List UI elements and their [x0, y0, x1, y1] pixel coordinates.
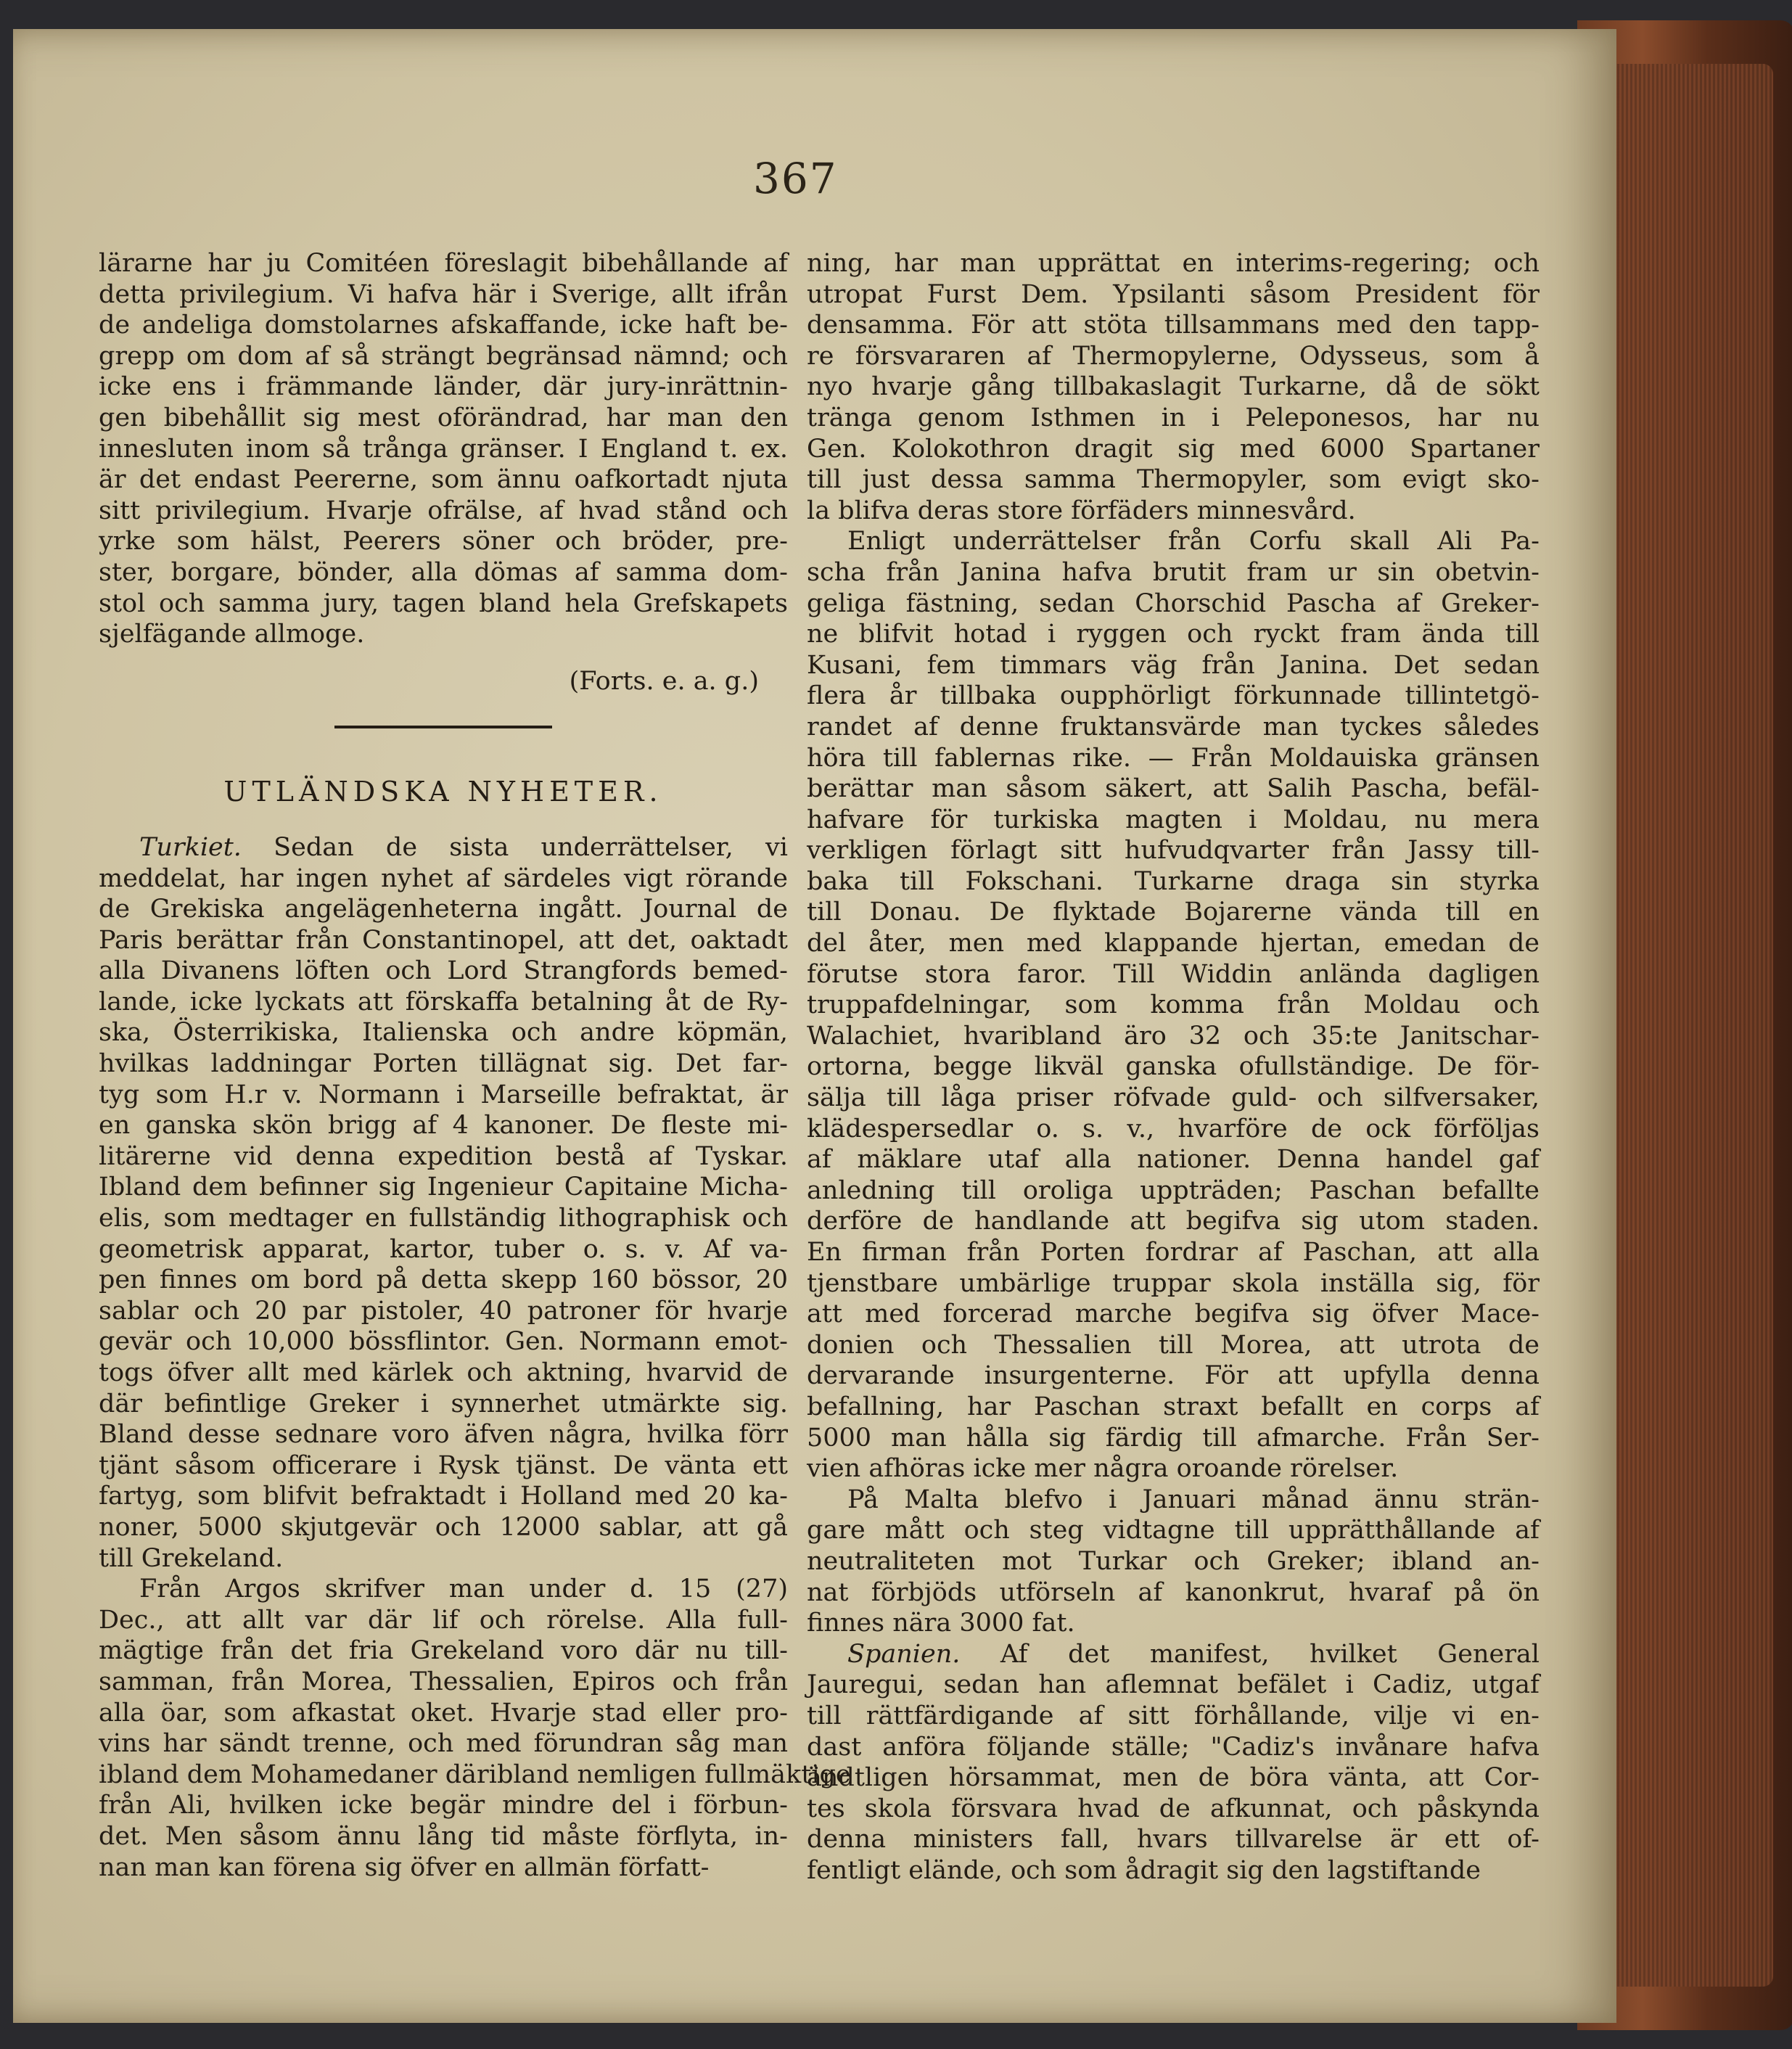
text-line: af mäklare utaf alla nationer. Denna handel gaf: [807, 1145, 1540, 1175]
text-line: sälja till låga priser röfvade guld- och silfversaker,: [807, 1083, 1540, 1113]
text-line: Paris berättar från Constantinopel, att det, oaktadt: [99, 925, 788, 955]
text-line: Ibland dem befinner sig Ingenieur Capitaine Micha-: [99, 1173, 788, 1202]
text-line: randet af denne fruktansvärde man tyckes således: [807, 712, 1540, 742]
right-paragraph-1: [807, 248, 1540, 526]
text-line: Jauregui, sedan han aflemnat befälet i Cadiz, utgaf: [807, 1670, 1540, 1700]
text-line: ortorna, begge likväl ganska ofullständige. De för-: [807, 1052, 1540, 1082]
text-line: de andeliga domstolarnes afskaffande, icke haft be-: [99, 311, 788, 340]
text-line: derföre de handlande att begifva sig utom staden.: [807, 1207, 1540, 1236]
text-line: la blifva deras store förfäders minnesvård.: [807, 496, 1356, 525]
text-line-body: Af det manifest, hvilket General: [960, 1639, 1540, 1669]
text-line: det. Men såsom ännu lång tid måste förflyta, in-: [99, 1821, 788, 1851]
text-line-body: Sedan de sista underrättelser, vi: [241, 832, 788, 862]
page-number: 367: [753, 154, 838, 203]
right-paragraph-2: [807, 526, 1540, 1484]
text-line: Enligt underrättelser från Corfu skall Ali Pa-: [847, 527, 1540, 557]
text-line: Från Argos skrifver man under d. 15 (27): [139, 1574, 788, 1604]
text-line: noner, 5000 skjutgevär och 12000 sablar, att gå: [99, 1512, 788, 1542]
text-line: ska, Österrikiska, Italienska och andre köpmän,: [99, 1018, 788, 1048]
text-line: denna ministers fall, hvars tillvarelse är ett of-: [807, 1825, 1540, 1855]
text-line: sjelfägande allmoge.: [99, 620, 365, 649]
text-line: togs öfver allt med kärlek och aktning, hvarvid de: [99, 1358, 788, 1387]
text-line: gevär och 10,000 bössflintor. Gen. Normann emot-: [99, 1327, 788, 1357]
text-line: att med forcerad marche begifva sig öfver Mace-: [807, 1299, 1540, 1329]
text-line: till Donau. De flyktade Bojarerne vända till en: [807, 898, 1540, 927]
text-line: Bland desse sednare voro äfven några, hvilka förr: [99, 1420, 788, 1450]
text-line: fartyg, som blifvit befraktadt i Holland med 20 ka-: [99, 1482, 788, 1511]
text-line: från Ali, hvilken icke begär mindre del i förbun-: [99, 1791, 788, 1820]
text-line: detta privilegium. Vi hafva här i Sverige, allt ifrån: [99, 279, 788, 309]
text-line: donien och Thessalien till Morea, att utrota de: [807, 1330, 1540, 1360]
left-paragraph-3: [99, 1574, 851, 1883]
left-paragraph-1: [99, 248, 788, 650]
text-line: ibland dem Mohamedaner däribland nemligen fullmäktige: [99, 1759, 851, 1789]
text-line: ne blifvit hotad i ryggen och ryckt fram ända till: [807, 620, 1540, 649]
text-line: sablar och 20 par pistoler, 40 patroner för hvarje: [99, 1296, 788, 1326]
left-paragraph-2: [99, 832, 788, 1574]
text-line: densamma. För att stöta tillsammans med den tapp-: [807, 311, 1540, 340]
text-line: klädespersedlar o. s. v., hvarföre de ock förföljas: [807, 1114, 1540, 1143]
text-line: baka till Fokschani. Turkarne draga sin styrka: [807, 866, 1540, 896]
text-line: vins har sändt trenne, och med förundran såg man: [99, 1729, 788, 1759]
text-line: tes skola försvara hvad de afkunnat, och påskynda: [807, 1794, 1540, 1823]
text-line: yrke som hälst, Peerers söner och bröder, pre-: [99, 527, 788, 557]
text-line: ändtligen hörsammat, men de böra vänta, att Cor-: [807, 1763, 1540, 1793]
text-line: är det endast Peererne, som ännu oafkortadt njuta: [99, 465, 788, 495]
text-line: tyg som H.r v. Normann i Marseille befraktat, är: [99, 1080, 788, 1109]
text-line: elis, som medtager en fullständig lithographisk och: [99, 1204, 788, 1233]
text-line: neutraliteten mot Turkar och Greker; ibland an-: [807, 1546, 1540, 1576]
text-line: scha från Janina hafva brutit fram ur sin obetvin-: [807, 557, 1540, 587]
text-line: litärerne vid denna expedition bestå af Tyskar.: [99, 1141, 788, 1171]
text-line: En firman från Porten fordrar af Paschan, att alla: [807, 1238, 1540, 1267]
text-line: geometrisk apparat, kartor, tuber o. s. v. Af va-: [99, 1234, 788, 1264]
text-line: dast anföra följande ställe; "Cadiz's invånare hafva: [807, 1732, 1540, 1762]
text-line: förutse stora faror. Till Widdin anlända dagligen: [807, 959, 1540, 989]
text-line: tjänt såsom officerare i Rysk tjänst. De vänta ett: [99, 1450, 788, 1480]
text-line: [807, 1639, 1540, 1670]
text-line: gen bibehållit sig mest oförändrad, har man den: [99, 403, 788, 432]
newspaper-page: [13, 29, 1616, 2023]
text-line: innesluten inom så trånga gränser. I England t. ex.: [99, 434, 788, 464]
text-line: hafvare för turkiska magten i Moldau, nu mera: [807, 805, 1540, 834]
text-line: del åter, men med klappande hjertan, emedan de: [807, 929, 1540, 958]
text-line: till just dessa samma Thermopyler, som evigt sko-: [807, 465, 1540, 495]
text-line: Gen. Kolokothron dragit sig med 6000 Spartaner: [807, 434, 1540, 464]
text-line: en ganska skön brigg af 4 kanoner. De fleste mi-: [99, 1111, 788, 1141]
text-line: pen finnes om bord på detta skepp 160 bössor, 20: [99, 1265, 788, 1295]
text-line: [99, 832, 788, 863]
text-line: nan man kan förena sig öfver en allmän författ-: [99, 1852, 710, 1882]
left-column: [99, 248, 851, 1883]
text-line: Dec., att allt var där lif och rörelse. Alla full-: [99, 1605, 788, 1635]
section-label: Turkiet.: [139, 832, 242, 862]
text-line: lärarne har ju Comitéen föreslagit bibehållande af: [99, 249, 788, 278]
text-line: 5000 man hålla sig färdig till afmarche. Från Ser-: [807, 1423, 1540, 1453]
text-line: På Malta blefvo i Januari månad ännu strän-: [847, 1485, 1540, 1514]
text-line: grepp om dom af så strängt begränsad nämnd; och: [99, 341, 788, 371]
text-line: till rättfärdigande af sitt förhållande, vilje vi en-: [807, 1701, 1540, 1730]
text-line: fentligt elände, och som ådragit sig den lagstiftande: [807, 1855, 1481, 1885]
text-line: geliga fästning, sedan Chorschid Pascha af Greker-: [807, 588, 1540, 618]
text-line: anledning till oroliga uppträden; Paschan befallte: [807, 1175, 1540, 1205]
continued-note: (Forts. e. a. g.): [569, 666, 759, 696]
text-line: de Grekiska angelägenheterna ingått. Journal de: [99, 895, 788, 924]
text-line: höra till fablernas rike. — Från Moldauiska gränsen: [807, 743, 1540, 773]
text-line: dervarande insurgenterne. För att upfylla denna: [807, 1361, 1540, 1391]
text-line: tränga genom Isthmen in i Peleponesos, har nu: [807, 403, 1540, 432]
text-line: hvilkas laddningar Porten tillägnat sig. Det far-: [99, 1049, 788, 1079]
text-line: verkligen förlagt sitt hufvudqvarter från Jassy till-: [807, 836, 1540, 866]
text-line: ster, borgare, bönder, alla dömas af samma dom-: [99, 557, 788, 587]
text-line: utropat Furst Dem. Ypsilanti såsom President för: [807, 279, 1540, 309]
text-line: vien afhöras icke mer några oroande rörelser.: [807, 1454, 1399, 1484]
text-line: nat förbjöds utförseln af kanonkrut, hvaraf på ön: [807, 1577, 1540, 1607]
text-line: nyo hvarje gång tillbakaslagit Turkarne, då de sökt: [807, 372, 1540, 402]
text-line: flera år tillbaka oupphörligt förkunnade tillintetgö-: [807, 681, 1540, 711]
text-line: berättar man såsom säkert, att Salih Pascha, befäl-: [807, 774, 1540, 804]
text-line: alla öar, som afkastat oket. Hvarje stad eller pro-: [99, 1698, 788, 1728]
text-line: sitt privilegium. Hvarje ofrälse, af hvad stånd och: [99, 496, 788, 525]
text-line: alla Divanens löften och Lord Strangfords bemed-: [99, 956, 788, 986]
section-divider: [334, 726, 552, 728]
text-line: där befintlige Greker i synnerhet utmärkte sig.: [99, 1389, 788, 1418]
right-column: [807, 248, 1540, 1886]
right-paragraph-3: [807, 1485, 1540, 1639]
text-line: Walachiet, hvaribland äro 32 och 35:te Janitschar-: [807, 1021, 1540, 1051]
right-paragraph-4: [807, 1639, 1540, 1886]
page-stack: [1606, 64, 1773, 1987]
text-line: icke ens i främmande länder, där jury-inrättnin-: [99, 372, 788, 402]
text-line: stol och samma jury, tagen bland hela Grefskapets: [99, 588, 788, 618]
text-line: samman, från Morea, Thessalien, Epiros och från: [99, 1667, 788, 1696]
text-line: ning, har man upprättat en interims-regering; och: [807, 249, 1540, 278]
section-heading: UTLÄNDSKA NYHETER.: [223, 776, 663, 808]
text-line: lande, icke lyckats att förskaffa betalning åt de Ry-: [99, 987, 788, 1017]
text-line: befallning, har Paschan straxt befallt en corps af: [807, 1392, 1540, 1421]
text-line: Kusani, fem timmars väg från Janina. Det sedan: [807, 650, 1540, 680]
text-line: truppafdelningar, som komma från Moldau och: [807, 990, 1540, 1020]
text-line: meddelat, har ingen nyhet af särdeles vigt rörande: [99, 863, 788, 893]
section-label: Spanien.: [847, 1639, 961, 1669]
text-line: mägtige från det fria Grekeland voro där nu till-: [99, 1636, 788, 1666]
text-line: gare mått och steg vidtagne till upprätthållande af: [807, 1516, 1540, 1545]
text-line: tjenstbare umbärlige truppar skola inställa sig, för: [807, 1268, 1540, 1298]
text-line: re försvararen af Thermopylerne, Odysseus, som å: [807, 341, 1540, 371]
text-line: finnes nära 3000 fat.: [807, 1609, 1075, 1638]
text-line: till Grekeland.: [99, 1543, 284, 1573]
